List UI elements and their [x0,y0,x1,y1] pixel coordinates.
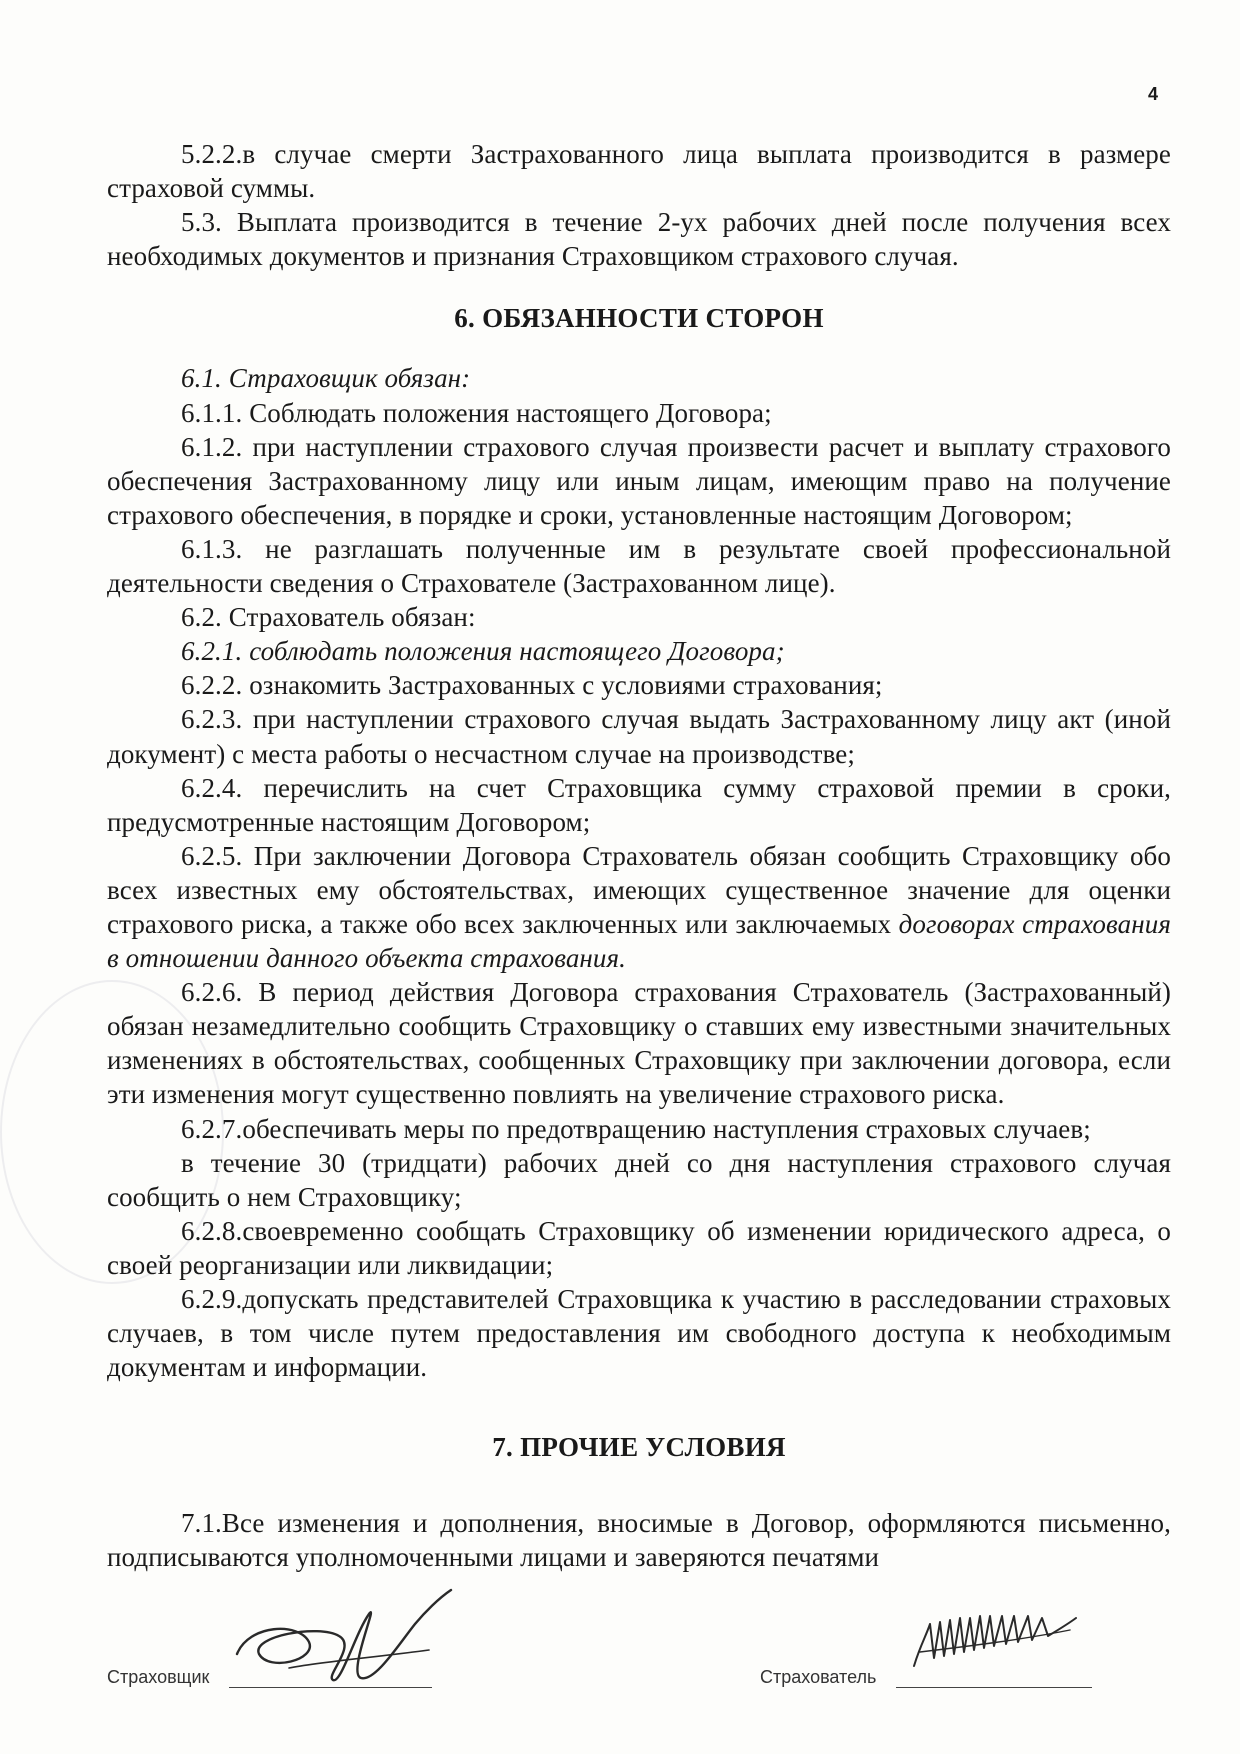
policyholder-label: Страхователь [760,1667,877,1687]
clause-6-2-6: 6.2.6. В период действия Договора страхования Страхователь (Застрахованный) обязан незамедлительно сообщить Страховщику о ставших ему известными значительных изменениях в обстоятельствах, сообщенных Страховщику при заключении договора, если эти изменения могут существенно повлиять на увеличение страхового риска. [107,977,1171,1110]
clause-6-1-3: 6.1.3. не разглашать полученные им в результате своей профессиональной деятельности сведения о Страхователе (Застрахованном лице). [107,533,1171,599]
document-body [107,137,1171,1575]
clause-5-3: 5.3. Выплата производится в течение 2-ух рабочих дней после получения всех необходимых документов и признания Страховщиком страхового случая. [107,207,1171,272]
clause-6-2-9: 6.2.9.допускать представителей Страховщика к участию в расследовании страховых случаев, в том числе путем предоставления им свободного доступа к необходимым документам и информации. [107,1284,1171,1383]
insurer-label: Страховщик [107,1667,210,1687]
clause-6-2-3: 6.2.3. при наступлении страхового случая выдать Застрахованному лицу акт (иной документ) с места работы о несчастном случае на производстве; [107,704,1171,769]
clause-6-2-5-text: 6.2.5. При заключении Договора Страхователь обязан сообщить Страховщику обо всех известных ему обстоятельствах, имеющих существенное значение для оценки страхового риска, а также обо всех заключенных или заключаемых [107,840,1171,939]
clause-7-1: 7.1.Все изменения и дополнения, вносимые в Договор, оформляются письменно, подписываются уполномоченными лицами и заверяются печатями [107,1508,1171,1573]
clause-6-2-1: 6.2.1. соблюдать положения настоящего Договора; [181,636,785,667]
policyholder-signature-block [760,1620,1100,1700]
clause-6-2-8: 6.2.8.своевременно сообщать Страховщику об изменении юридического адреса, о своей реорганизации или ликвидации; [107,1215,1171,1280]
policyholder-handwritten-signature [910,1606,1080,1676]
page-number: 4 [1148,84,1159,104]
clause-6-2-5-italic: договорах страхования в отношении данного объекта страхования. [107,908,1171,974]
clause-6-2-4: 6.2.4. перечислить на счет Страховщика сумму страховой премии в сроки, предусмотренные настоящим Договором; [107,772,1171,837]
section-6-heading: 6. ОБЯЗАННОСТИ СТОРОН [454,303,824,334]
clause-6-2-2: 6.2.2. ознакомить Застрахованных с условиями страхования; [181,670,883,701]
clause-5-2-2: 5.2.2.в случае смерти Застрахованного лица выплата производится в размере страховой суммы. [107,139,1171,204]
insurer-handwritten-signature [229,1584,459,1694]
clause-6-2-7: 6.2.7.обеспечивать меры по предотвращению наступления страховых случаев; [181,1113,1091,1144]
clause-6-1-2: 6.1.2. при наступлении страхового случая произвести расчет и выплату страхового обеспечения Застрахованному лицу или иным лицам, имеющим право на получение страхового обеспечения, в порядке и сроки, установленные настоящим Договором; [107,431,1171,530]
clause-6-2-7-continued: в течение 30 (тридцати) рабочих дней со дня наступления страхового случая сообщить о нем Страховщику; [107,1147,1171,1212]
clause-6-1-1: 6.1.1. Соблюдать положения настоящего Договора; [181,397,772,428]
clause-6-2: 6.2. Страхователь обязан: [181,602,476,633]
clause-6-2-5 [107,839,1171,975]
insurer-signature-block [107,1620,447,1700]
policyholder-signature-line [896,1687,1092,1688]
clause-6-1: 6.1. Страховщик обязан: [181,363,471,394]
section-7-heading: 7. ПРОЧИЕ УСЛОВИЯ [492,1432,786,1463]
